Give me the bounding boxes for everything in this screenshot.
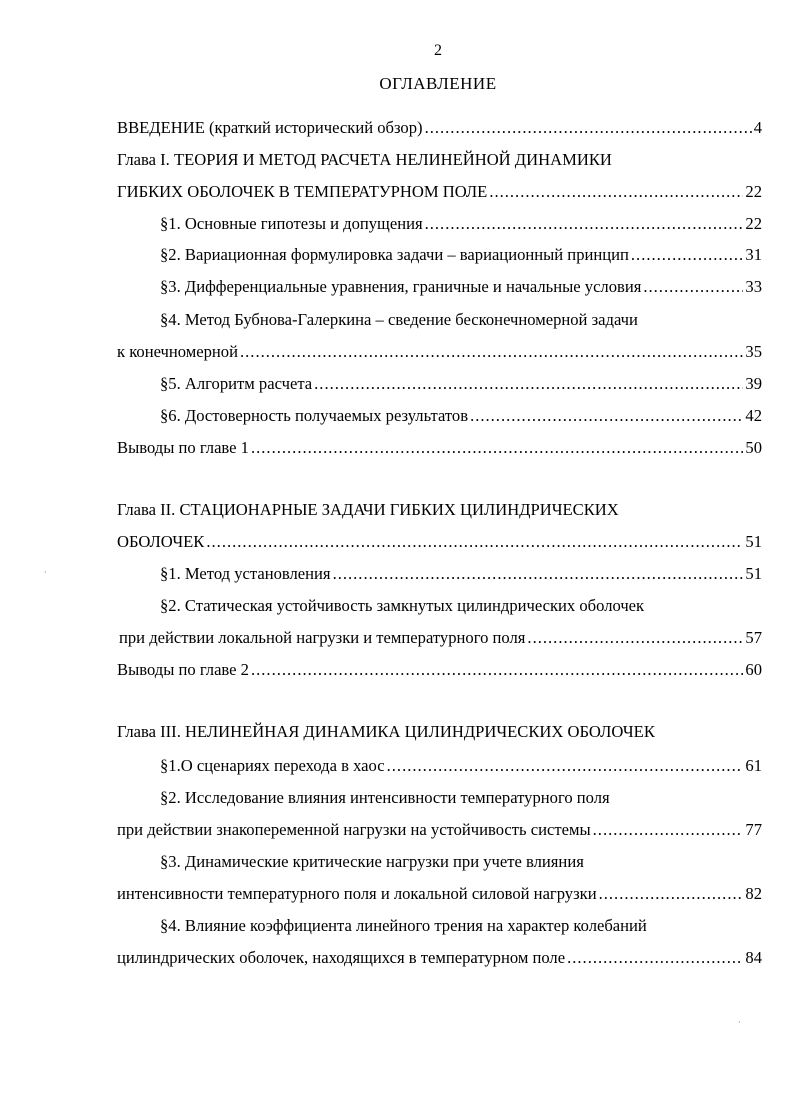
leader-dots: [489, 180, 743, 204]
toc-entry-page: 4: [753, 118, 762, 137]
toc-entry-text: Глава III. НЕЛИНЕЙНАЯ ДИНАМИКА ЦИЛИНДРИЧЕСКИХ ОБОЛОЧЕК: [117, 722, 655, 741]
leader-dots: [470, 404, 743, 428]
toc-entry-text: §4. Влияние коэффициента линейного трения на характер колебаний: [160, 916, 647, 935]
toc-ch1-section-4: [160, 308, 762, 332]
toc-chapter-2-heading: [117, 498, 762, 522]
toc-entry-text: при действии локальной нагрузки и температурного поля: [119, 628, 526, 647]
leader-dots: [643, 275, 743, 299]
toc-chapter-2-heading-cont: [117, 530, 762, 554]
toc-entry-page: 35: [745, 342, 762, 361]
toc-entry-text: Глава II. СТАЦИОНАРНЫЕ ЗАДАЧИ ГИБКИХ ЦИЛИНДРИЧЕСКИХ: [117, 500, 619, 519]
toc-entry-page: 82: [745, 884, 762, 903]
toc-ch1-section-2: [160, 243, 762, 267]
toc-chapter-1-heading: [117, 148, 762, 172]
leader-dots: [593, 818, 744, 842]
toc-ch3-section-2: [160, 786, 762, 810]
toc-entry-text: ГИБКИХ ОБОЛОЧЕК В ТЕМПЕРАТУРНОМ ПОЛЕ: [117, 182, 488, 201]
toc-ch2-section-2: [160, 594, 762, 618]
toc-entry-text: цилиндрических оболочек, находящихся в температурном поле: [117, 948, 566, 967]
leader-dots: [527, 626, 743, 650]
toc-entry-text: Выводы по главе 1: [117, 438, 249, 457]
toc-entry-text: к конечномерной: [117, 342, 238, 361]
toc-entry-page: 33: [745, 277, 762, 296]
toc-ch3-section-3: [160, 850, 762, 874]
leader-dots: [333, 562, 744, 586]
leader-dots: [206, 530, 743, 554]
toc-ch1-conclusions: [117, 436, 762, 460]
scan-speck: ·: [738, 1018, 741, 1027]
toc-ch2-section-2-cont: [119, 626, 762, 650]
toc-ch3-section-4: [160, 914, 762, 938]
toc-entry-page: 42: [745, 406, 762, 425]
toc-entry-text: Выводы по главе 2: [117, 660, 249, 679]
toc-entry-text: §1.О сценариях перехода в хаос: [160, 756, 385, 775]
toc-entry-page: 22: [745, 182, 762, 201]
toc-ch1-section-5: [160, 372, 762, 396]
toc-entry-text: §4. Метод Бубнова-Галеркина – сведение бесконечномерной задачи: [160, 310, 638, 329]
toc-ch2-conclusions: [117, 658, 762, 682]
toc-ch3-section-2-cont: [117, 818, 762, 842]
leader-dots: [251, 436, 743, 460]
toc-entry-text: §2. Исследование влияния интенсивности температурного поля: [160, 788, 610, 807]
toc-ch2-section-1: [160, 562, 762, 586]
toc-ch1-section-4-cont: [117, 340, 762, 364]
leader-dots: [240, 340, 743, 364]
toc-ch3-section-1: [160, 754, 762, 778]
leader-dots: [251, 658, 743, 682]
toc-entry-text: интенсивности температурного поля и локальной силовой нагрузки: [117, 884, 597, 903]
page-number: 2: [434, 42, 442, 59]
toc-entry-page: 31: [745, 245, 762, 264]
toc-ch3-section-4-cont: [117, 946, 762, 970]
toc-entry-page: 22: [745, 214, 762, 233]
toc-chapter-1-heading-cont: [117, 180, 762, 204]
toc-entry-page: 84: [745, 948, 762, 967]
toc-entry-text: §2. Статическая устойчивость замкнутых цилиндрических оболочек: [160, 596, 645, 615]
toc-ch3-section-3-cont: [117, 882, 762, 906]
toc-entry-page: 60: [745, 660, 762, 679]
toc-entry-page: 57: [745, 628, 762, 647]
leader-dots: [567, 946, 743, 970]
toc-entry-text: §1. Метод установления: [160, 564, 331, 583]
toc-entry-introduction: [117, 116, 762, 140]
toc-entry-page: 77: [745, 820, 762, 839]
toc-ch1-section-1: [160, 212, 762, 236]
toc-entry-text: §3. Динамические критические нагрузки при учете влияния: [160, 852, 584, 871]
toc-entry-text: §3. Дифференциальные уравнения, граничные и начальные условия: [160, 277, 642, 296]
toc-entry-text: §5. Алгоритм расчета: [160, 374, 313, 393]
toc-entry-text: §2. Вариационная формулировка задачи – вариационный принцип: [160, 245, 629, 264]
leader-dots: [425, 212, 744, 236]
toc-entry-page: 61: [745, 756, 762, 775]
leader-dots: [599, 882, 744, 906]
toc-ch1-section-6: [160, 404, 762, 428]
leader-dots: [314, 372, 743, 396]
toc-entry-text: ВВЕДЕНИЕ (краткий исторический обзор): [117, 118, 423, 137]
leader-dots: [425, 116, 752, 140]
toc-title: ОГЛАВЛЕНИЕ: [379, 74, 497, 93]
leader-dots: [631, 243, 744, 267]
toc-entry-text: при действии знакопеременной нагрузки на устойчивость системы: [117, 820, 591, 839]
toc-entry-text: Глава I. ТЕОРИЯ И МЕТОД РАСЧЕТА НЕЛИНЕЙНОЙ ДИНАМИКИ: [117, 150, 612, 169]
toc-entry-text: §1. Основные гипотезы и допущения: [160, 214, 423, 233]
toc-entry-page: 50: [745, 438, 762, 457]
toc-entry-page: 51: [745, 532, 762, 551]
toc-entry-text: ОБОЛОЧЕК: [117, 532, 205, 551]
toc-entry-page: 39: [745, 374, 762, 393]
toc-entry-text: §6. Достоверность получаемых результатов: [160, 406, 469, 425]
toc-entry-page: 51: [745, 564, 762, 583]
leader-dots: [387, 754, 744, 778]
toc-ch1-section-3: [160, 275, 762, 299]
toc-chapter-3-heading: [117, 720, 762, 744]
scan-speck: ·: [44, 568, 47, 577]
